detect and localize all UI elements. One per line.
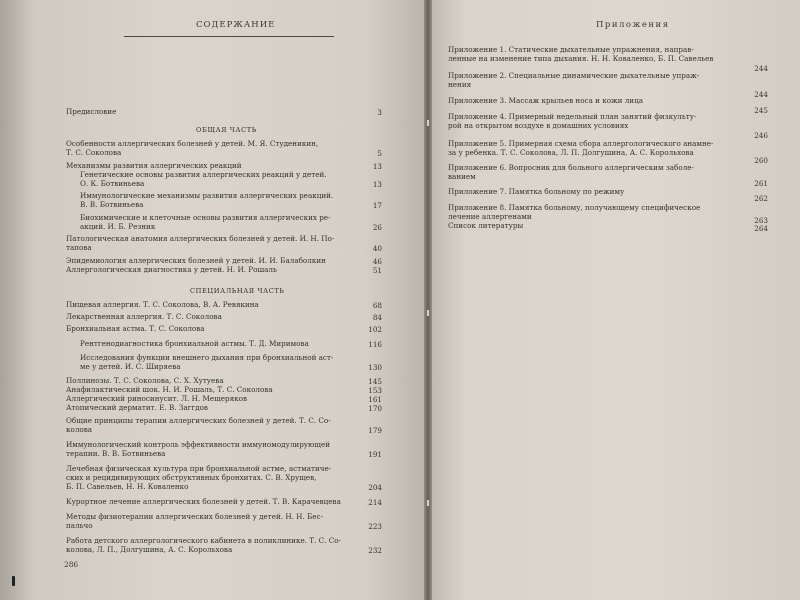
toc-page: 68 [372, 301, 382, 310]
appendix-page: 261 [754, 179, 768, 188]
toc-entry: Аллергический риносинусит. Л. Н. Мещеряков [66, 394, 248, 403]
toc-entry-cont: В. В. Ботвиньева [80, 200, 144, 209]
toc-page: 46 [372, 257, 382, 266]
special-part-heading: СПЕЦИАЛЬНАЯ ЧАСТЬ [190, 287, 285, 295]
contents-title: СОДЕРЖАНИЕ [196, 20, 276, 30]
toc-entry: Лекарственная аллергия. Т. С. Соколова [66, 312, 222, 321]
toc-page: 13 [372, 162, 382, 171]
toc-entry: Общие принципы терапии аллергических болезней у детей. Т. С. Со- [66, 416, 331, 425]
toc-entry-cont: Т. С. Соколова [66, 148, 122, 157]
appendix-entry: Приложение 5. Примерная схема сбора аллергологического анамне- [448, 139, 714, 148]
toc-page: 232 [368, 546, 382, 555]
appendix-entry: Список литературы [448, 221, 524, 230]
preface-entry: Предисловие [66, 107, 117, 116]
toc-entry: Биохимические и клеточные основы развития аллергических ре- [80, 213, 331, 222]
toc-page: 13 [372, 180, 382, 189]
toc-page: 51 [372, 266, 382, 275]
appendix-entry-cont: лечение аллергенами [448, 212, 532, 221]
toc-entry: Генетические основы развития аллергических реакций у детей. [80, 170, 327, 179]
appendix-entry: Приложение 3. Массаж крыльев носа и кожи лица [448, 96, 643, 105]
appendix-entry: Приложение 4. Примерный недельный план занятий физкульту- [448, 112, 697, 121]
appendix-page: 246 [754, 131, 768, 140]
toc-page: 153 [368, 386, 382, 395]
toc-entry: Поллинозы. Т. С. Соколова, С. Х. Хутуева [66, 376, 224, 385]
toc-entry: Аллергологическая диагностика у детей. Н. И. Рошаль [66, 265, 277, 274]
appendix-page: 244 [754, 64, 768, 73]
toc-entry-cont: колова, Л. П., Долгушина, А. С. Корольхова [66, 545, 233, 554]
toc-entry: Атопический дерматит. Е. В. Заггдов [66, 403, 208, 412]
title-rule [124, 36, 334, 37]
toc-page: 5 [377, 149, 382, 158]
toc-entry: Исследования функции внешнего дыхания при бронхиальной аст- [80, 353, 334, 362]
appendix-entry-cont: рой на открытом воздухе в домашних условиях [448, 121, 629, 130]
toc-entry: Патологическая анатомия аллергических болезней у детей. И. Н. По- [66, 234, 335, 243]
appendix-entry-cont: ленные на изменение типа дыхания. Н. Н. Коваленко, Б. П. Савельев [448, 54, 714, 63]
right-page [428, 0, 800, 600]
appendix-page: 264 [754, 224, 768, 233]
appendices-title: Приложения [596, 20, 670, 30]
toc-entry-cont: ме у детей. И. С. Ширяева [80, 362, 181, 371]
binding-mark [12, 576, 15, 586]
general-part-heading: ОБЩАЯ ЧАСТЬ [196, 126, 257, 134]
toc-entry: Лечебная физическая культура при бронхиальной астме, астматиче- [66, 464, 332, 473]
binding-stitch [427, 120, 429, 126]
appendix-entry-cont: ванием [448, 172, 476, 181]
appendix-page: 245 [754, 106, 768, 115]
toc-entry: Методы физиотерапии аллергических болезней у детей. Н. Н. Бес- [66, 512, 324, 521]
toc-entry-cont: Б. П. Савельев, Н. Н. Коваленко [66, 482, 189, 491]
toc-entry: Эпидемиология аллергических болезней у детей. И. И. Балаболкин [66, 256, 326, 265]
toc-page: 40 [372, 244, 382, 253]
toc-entry: Работа детского аллергологического кабинета в поликлинике. Т. С. Со- [66, 536, 341, 545]
toc-entry: Анафилактический шок. Н. И. Рошаль, Т. С. Соколова [66, 385, 273, 394]
toc-page: 170 [368, 404, 382, 413]
toc-page: 191 [368, 450, 382, 459]
appendix-page: 262 [754, 194, 768, 203]
toc-page: 214 [368, 498, 382, 507]
toc-entry-cont: терапии. В. В. Ботвиньева [66, 449, 166, 458]
book-gutter [424, 0, 432, 600]
toc-entry: Иммунологический контроль эффективности иммуномодулирующей [66, 440, 331, 449]
toc-entry: Особенности аллергических болезней у детей. М. Я. Студеникин, [66, 139, 319, 148]
toc-page: 130 [368, 363, 382, 372]
toc-page: 204 [368, 483, 382, 492]
preface-page: 3 [377, 108, 382, 117]
binding-stitch [427, 310, 429, 316]
toc-entry: Иммунологические механизмы развития аллергических реакций. [80, 191, 334, 200]
toc-entry: Курортное лечение аллергических болезней у детей. Т. В. Карачевцева [66, 497, 341, 506]
toc-page: 179 [368, 426, 382, 435]
toc-entry: Механизмы развития аллергических реакций [66, 161, 242, 170]
toc-entry-cont: тапова [66, 243, 92, 252]
toc-entry: Рентгенодиагностика бронхиальной астмы. Т. Д. Миримова [80, 339, 309, 348]
toc-entry-cont: акций. И. Б. Резник [80, 222, 156, 231]
toc-page: 102 [368, 325, 382, 334]
appendix-entry: Приложение 8. Памятка больному, получающему специфическое [448, 203, 701, 212]
appendix-entry: Приложение 1. Статические дыхательные упражнения, направ- [448, 45, 694, 54]
appendix-entry: Приложение 6. Вопросник для больного аллергическим заболе- [448, 163, 694, 172]
toc-entry-cont: О. К. Ботвиньева [80, 179, 145, 188]
appendix-entry-cont: за у ребенка. Т. С. Соколова, Л. П. Долгушина, А. С. Корольхова [448, 148, 694, 157]
appendix-page: 244 [754, 90, 768, 99]
appendix-entry: Приложение 7. Памятка больному по режиму [448, 187, 625, 196]
toc-entry-cont: колова [66, 425, 93, 434]
toc-page: 17 [372, 201, 382, 210]
toc-entry-cont: ских и рецидивирующих обструктивных бронхитах. С. В. Хрущев, [66, 473, 317, 482]
page-number: 286 [64, 560, 79, 569]
appendix-entry-cont: нения [448, 80, 472, 89]
toc-entry-cont: пальчо [66, 521, 93, 530]
toc-entry: Пищевая аллергия. Т. С. Соколова, В. А. Ревякина [66, 300, 259, 309]
toc-page: 161 [368, 395, 382, 404]
toc-page: 145 [368, 377, 382, 386]
appendix-page: 260 [754, 156, 768, 165]
toc-entry: Бронхиальная астма. Т. С. Соколова [66, 324, 205, 333]
toc-page: 84 [372, 313, 382, 322]
toc-page: 26 [372, 223, 382, 232]
binding-stitch [427, 500, 429, 506]
appendix-page: 263 [754, 216, 768, 225]
appendix-entry: Приложение 2. Специальные динамические дыхательные упраж- [448, 71, 700, 80]
toc-page: 116 [368, 340, 382, 349]
toc-page: 223 [368, 522, 382, 531]
